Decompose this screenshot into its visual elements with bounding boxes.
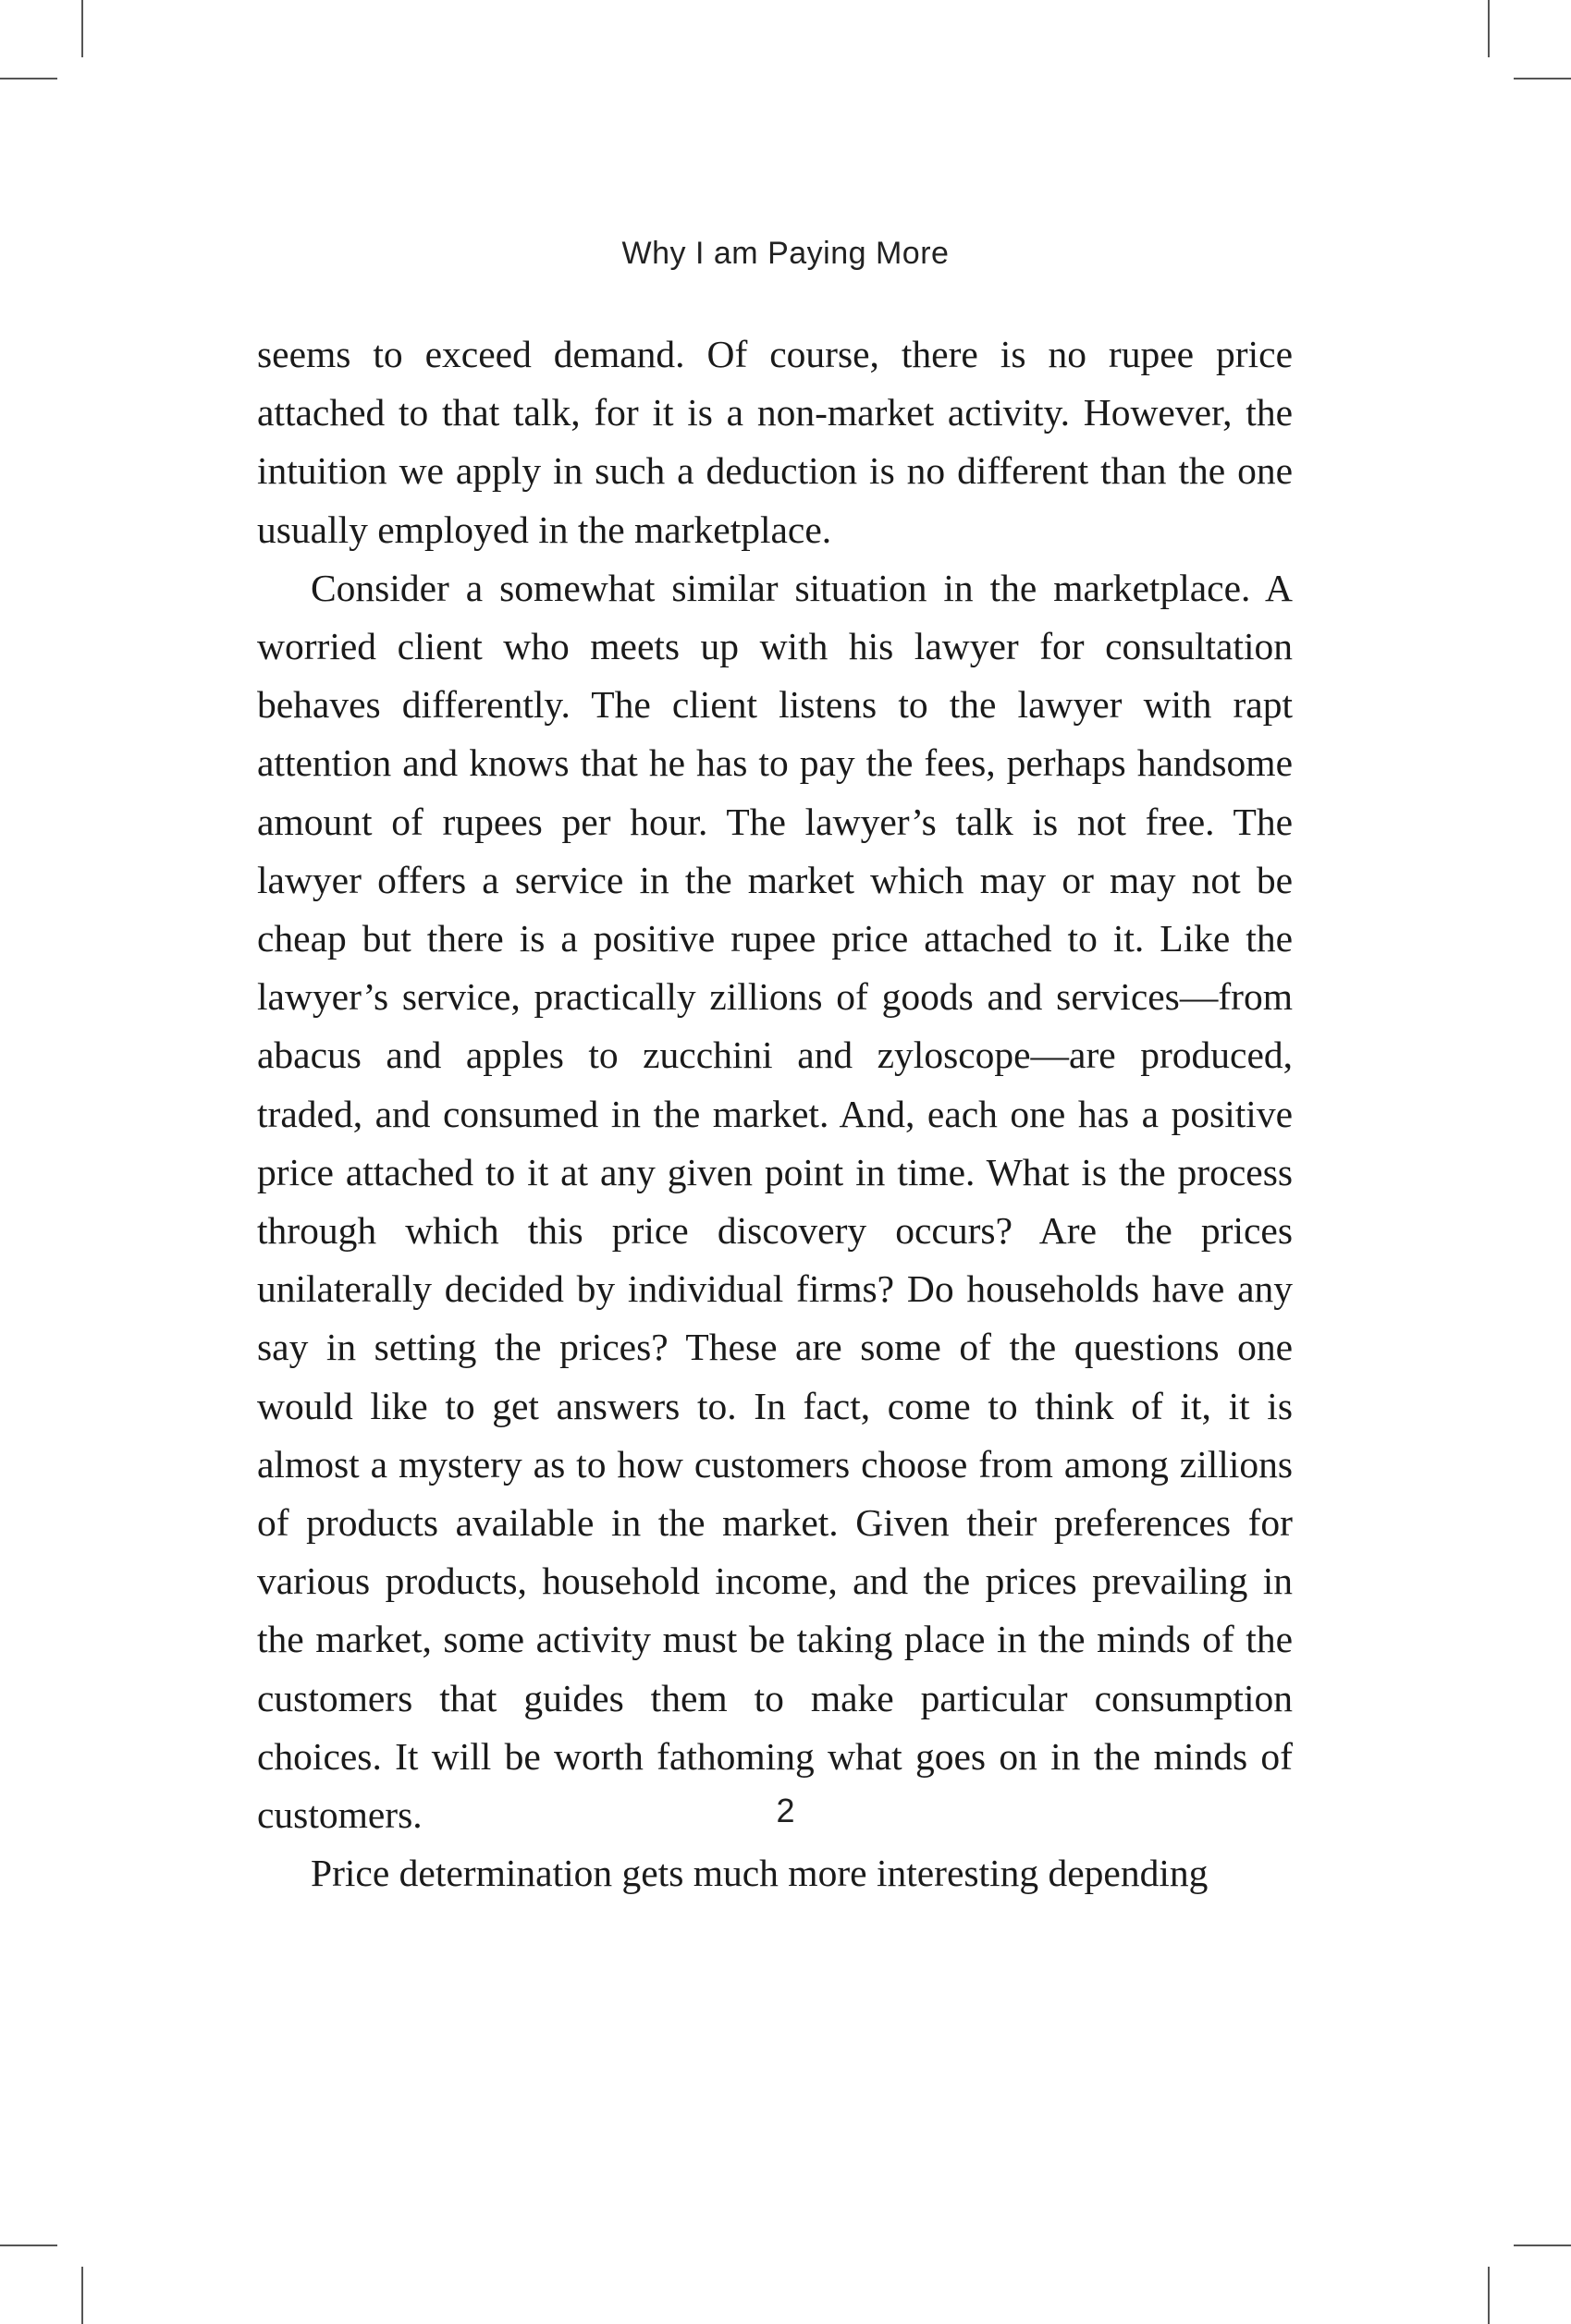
paragraph-1: seems to exceed demand. Of course, there is no rupee price attached to that talk, for it is a non-market activity. However, the intuition we apply in such a deduction is no different than the one usually employed in the marketplace.	[257, 333, 1293, 551]
crop-mark-bottom-left	[81, 2267, 83, 2324]
crop-mark-top-left	[81, 0, 83, 57]
crop-mark-bottom-right-h	[1514, 2244, 1571, 2246]
crop-mark-top-right-h	[1514, 78, 1571, 80]
crop-mark-top-left-h	[0, 78, 57, 80]
page-number: 2	[776, 1792, 795, 1829]
paragraph-2: Consider a somewhat similar situation in the marketplace. A worried client who meets up with his lawyer for consultation behaves differently. The client listens to the lawyer with rapt attention and knows that he has to pay the fees, perhaps handsome amount of rupees per hour. The lawyer’s talk is not free. The lawyer offers a service in the market which may or may not be cheap but there is a positive rupee price attached to it. Like the lawyer’s service, practically zillions of goods and services—from abacus and apples to zucchini and zyloscope—are produced, traded, and consumed in the market. And, each one has a positive price attached to it at any given point in time. What is the process through which this price discovery occurs? Are the prices unilaterally decided by individual firms? Do households have any say in setting the prices? These are some of the questions one would like to get answers to. In fact, come to think of it, it is almost a mystery as to how customers choose from among zillions of products available in the market. Given their preferences for various products, household income, and the prices prevailing in the market, some activity must be taking place in the minds of the customers that guides them to make particular consumption choices. It will be worth fathoming what goes on in the minds of customers.	[257, 566, 1293, 1837]
crop-mark-bottom-left-h	[0, 2244, 57, 2246]
body-text	[257, 325, 1293, 1902]
crop-mark-top-right	[1488, 0, 1490, 57]
crop-mark-bottom-right	[1488, 2267, 1490, 2324]
running-head: Why I am Paying More	[621, 236, 950, 271]
paragraph-3: Price determination gets much more interesting depending	[311, 1852, 1209, 1895]
